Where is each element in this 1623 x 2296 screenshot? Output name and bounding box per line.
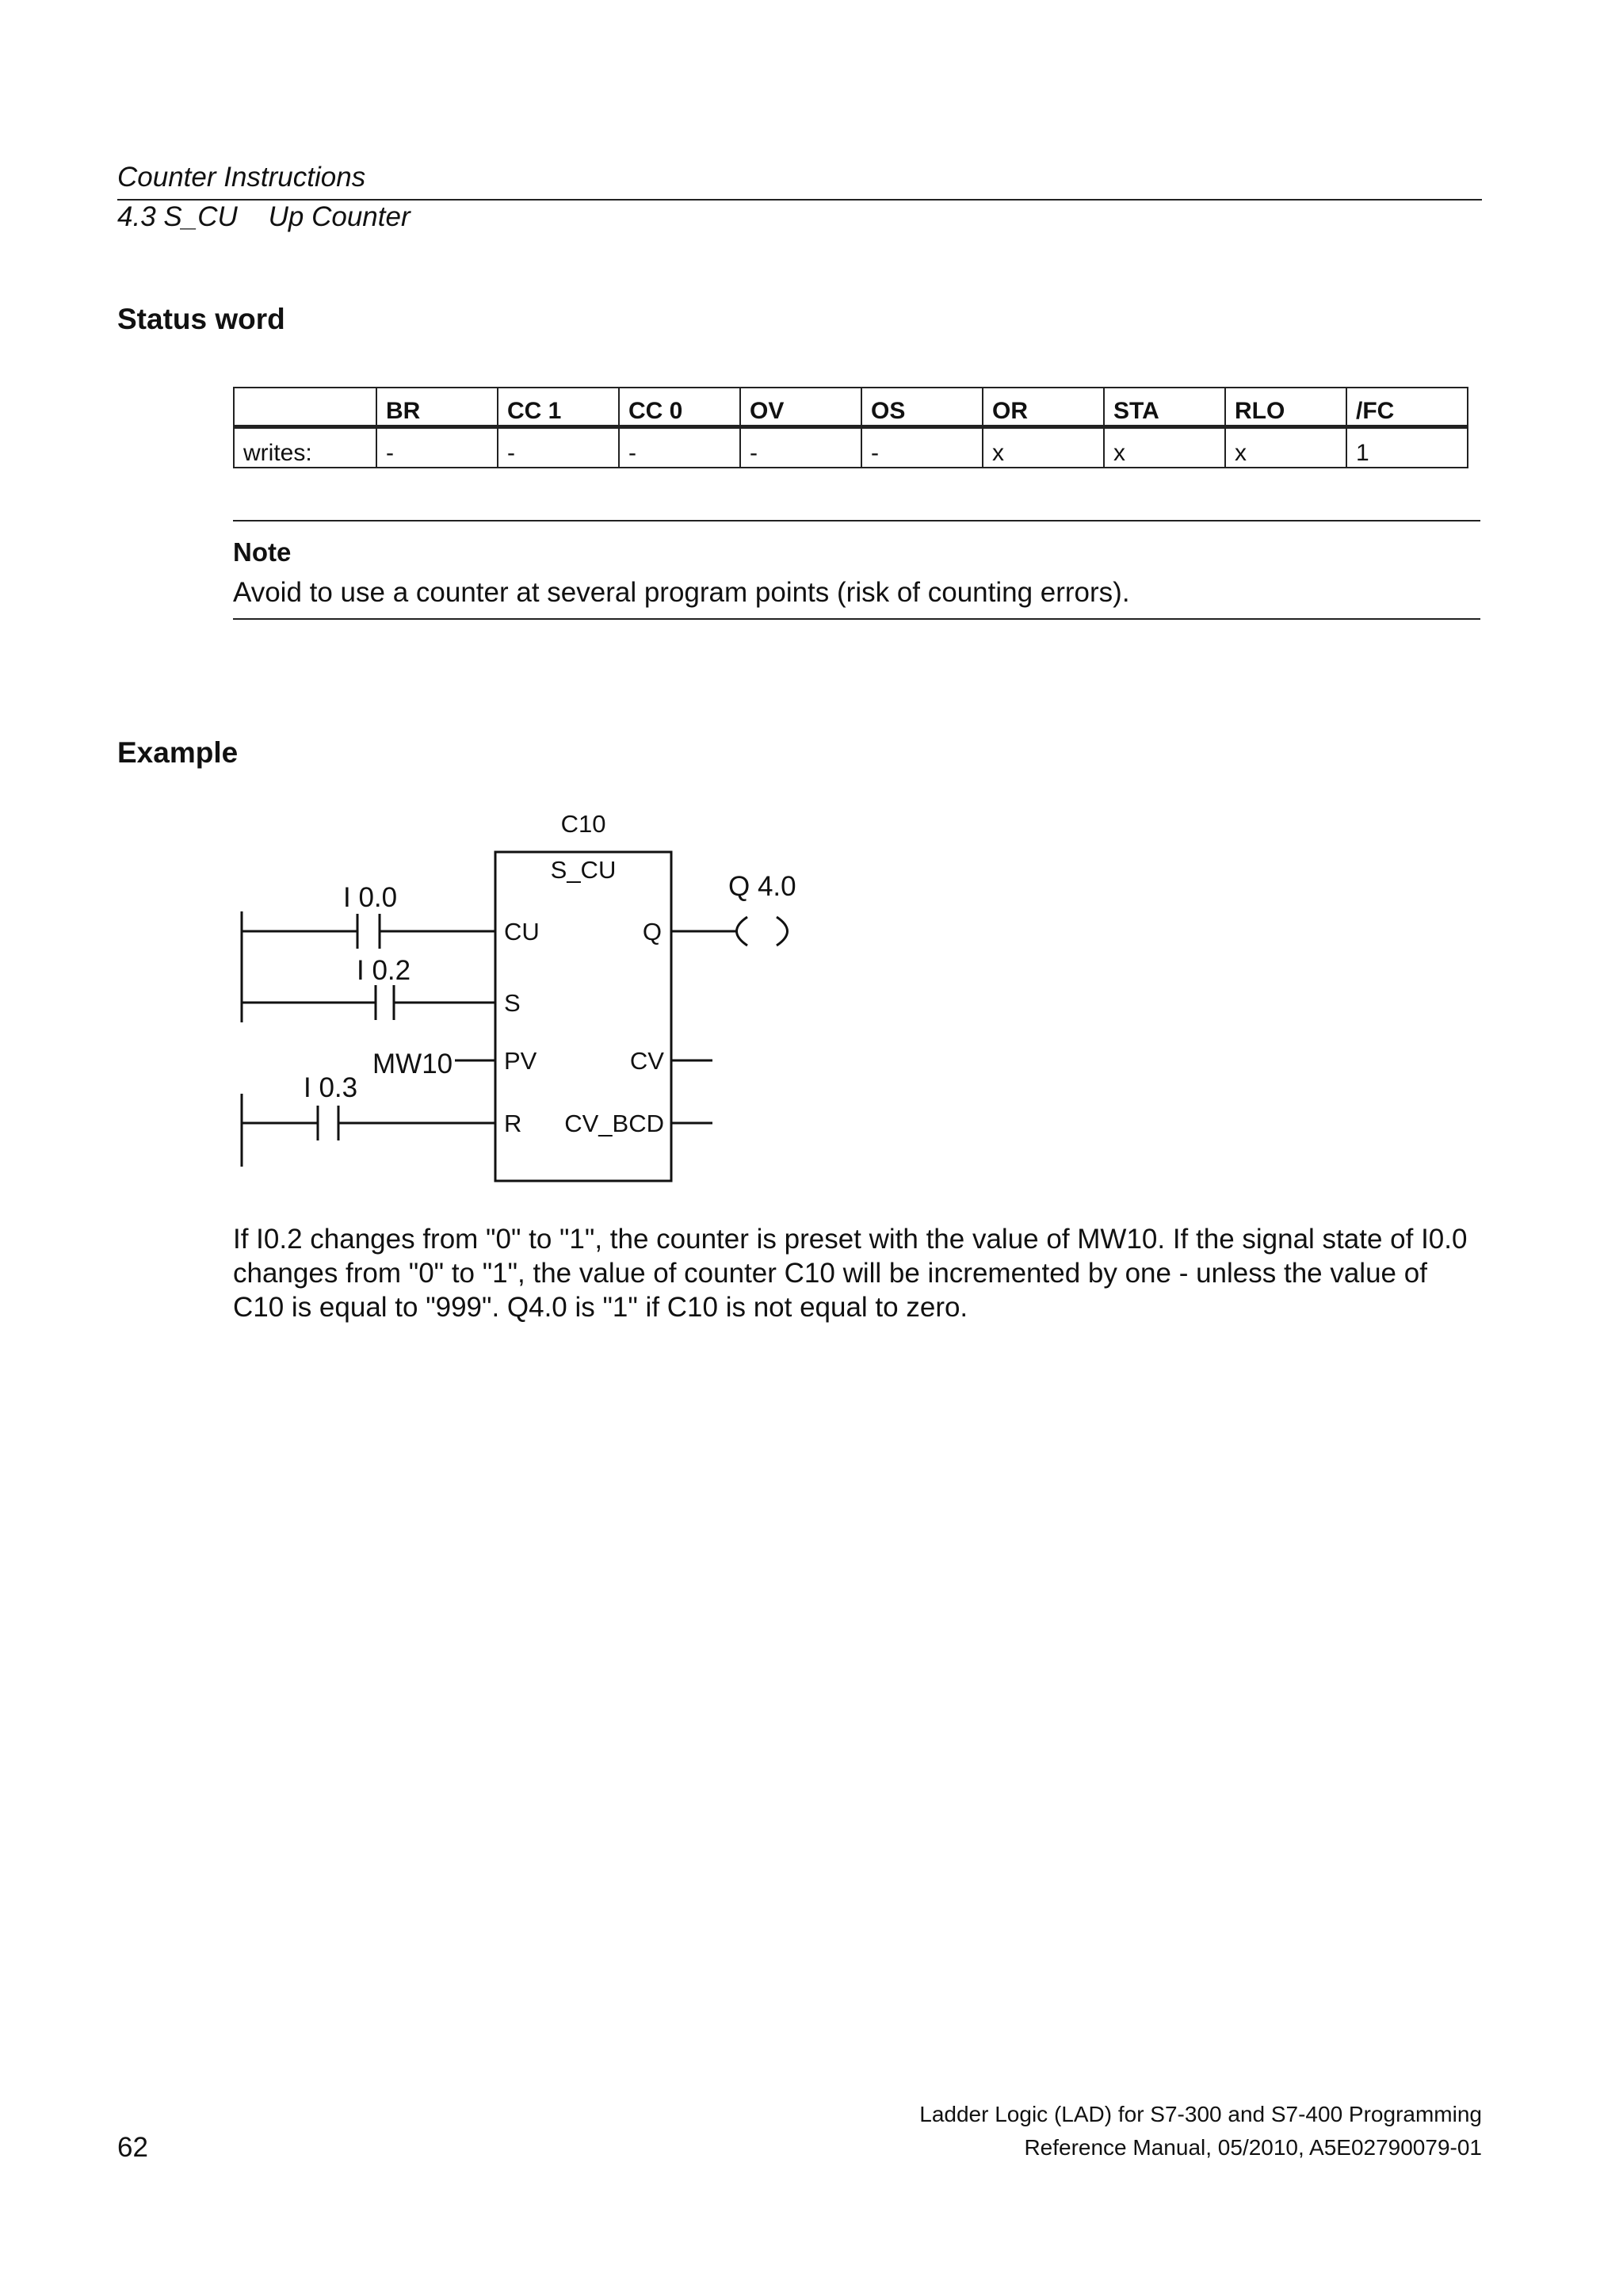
coil-right-arc [777, 917, 788, 946]
status-col-ov: OV [740, 388, 861, 426]
status-col-cc0: CC 0 [619, 388, 740, 426]
status-cell: - [861, 426, 983, 468]
contact-r-label: I 0.3 [304, 1072, 358, 1103]
status-cell: x [1225, 426, 1346, 468]
status-col-os: OS [861, 388, 983, 426]
contact-cu-label: I 0.0 [343, 882, 398, 913]
pv-value-label: MW10 [372, 1049, 453, 1079]
status-cell: - [498, 426, 619, 468]
status-cell: x [983, 426, 1104, 468]
note-text: Avoid to use a counter at several program points (risk of counting errors). [233, 577, 1130, 608]
status-col-rlo: RLO [1225, 388, 1346, 426]
pin-cv-bcd-label: CV_BCD [564, 1110, 664, 1137]
status-cell: - [619, 426, 740, 468]
contact-s-label: I 0.2 [357, 955, 411, 986]
pin-r-label: R [504, 1110, 522, 1137]
status-col-sta: STA [1104, 388, 1225, 426]
status-cell: - [740, 426, 861, 468]
coil-label: Q 4.0 [728, 871, 796, 902]
pin-cv-label: CV [629, 1047, 664, 1075]
pin-q-label: Q [642, 918, 662, 946]
status-cell: writes: [234, 426, 376, 468]
pin-pv-label: PV [504, 1047, 537, 1075]
status-col-fc: /FC [1346, 388, 1468, 426]
status-col-or: OR [983, 388, 1104, 426]
example-description: If I0.2 changes from "0" to "1", the counter is preset with the value of MW10. If the signal state of I0.0 changes from "0" to "1", the value of counter C10 will be incremented by one - unless the value of C10 is equal to "999". Q4.0 is "1" if C10 is not equal to zero. [233, 1224, 1468, 1323]
status-cell: - [376, 426, 498, 468]
chapter-title: Counter Instructions [117, 162, 366, 193]
status-cell: 1 [1346, 426, 1468, 468]
footer-manual-edition: Reference Manual, 05/2010, A5E02790079-01 [1024, 2135, 1482, 2160]
status-cell: x [1104, 426, 1225, 468]
pin-cu-label: CU [504, 918, 540, 946]
status-word-heading: Status word [117, 303, 285, 335]
status-col-cc1: CC 1 [498, 388, 619, 426]
block-type-label: S_CU [550, 856, 617, 884]
status-col-br: BR [376, 388, 498, 426]
note-title: Note [233, 537, 292, 567]
page-number: 62 [117, 2132, 148, 2163]
section-title: 4.3 S_CU Up Counter [117, 201, 411, 232]
example-heading: Example [117, 736, 239, 769]
coil-left-arc [737, 917, 748, 946]
footer-manual-title: Ladder Logic (LAD) for S7-300 and S7-400 Programming [919, 2102, 1482, 2126]
counter-name-label: C10 [560, 810, 606, 838]
pin-s-label: S [504, 989, 521, 1017]
